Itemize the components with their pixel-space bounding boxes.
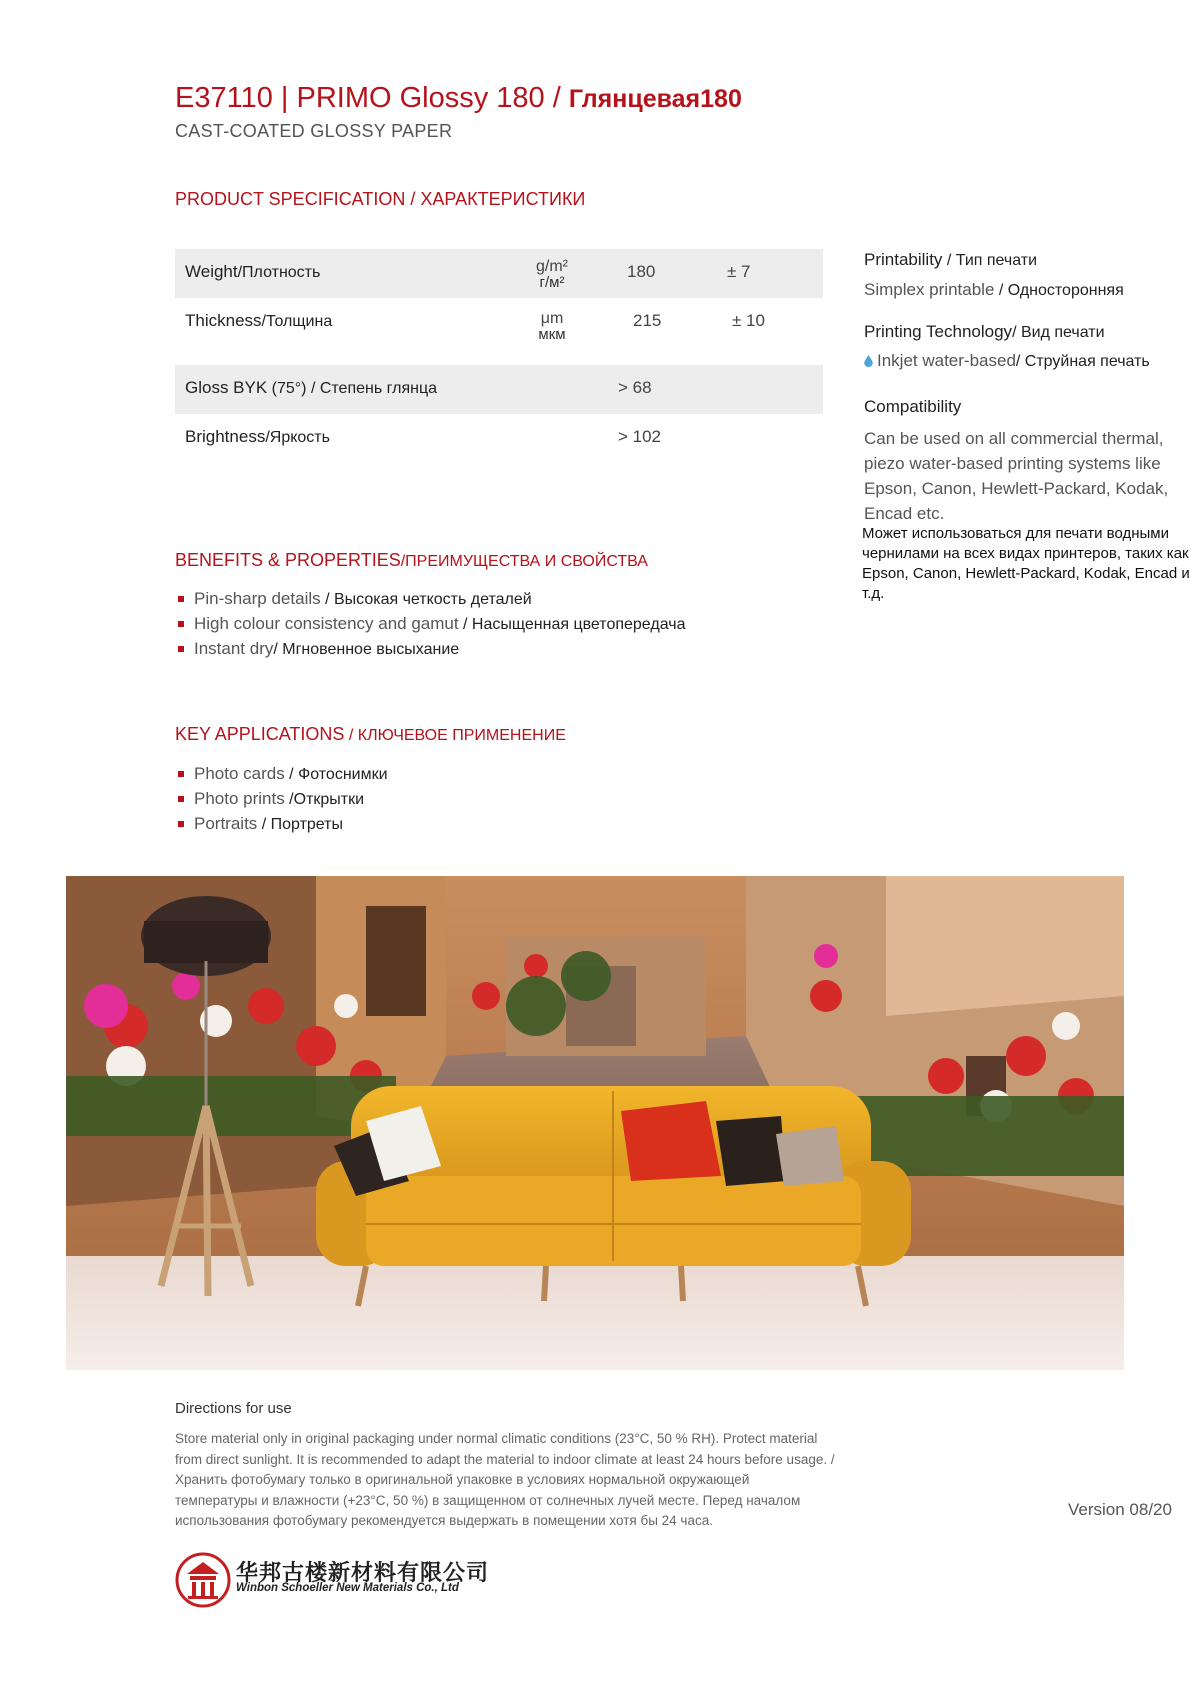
- spec-value: > 68: [618, 378, 652, 397]
- spec-row-gloss: [175, 365, 823, 414]
- spec-value: 180: [627, 262, 656, 281]
- list-item: Pin-sharp details / Высокая четкость деталей: [175, 587, 685, 612]
- benefits-heading: BENEFITS & PROPERTIES/ПРЕИМУЩЕСТВА И СВОЙСТВА: [175, 550, 648, 570]
- building-logo-icon: [175, 1552, 231, 1608]
- printability-heading: Printability / Тип печати: [864, 250, 1038, 269]
- page-subtitle: CAST-COATED GLOSSY PAPER: [175, 121, 453, 141]
- spec-row-thickness: [175, 298, 823, 365]
- spec-tolerance: ± 10: [732, 311, 765, 330]
- spec-label: Gloss BYK (75°) / Степень глянца: [185, 378, 437, 397]
- compat-text-en: Can be used on all commercial thermal, piezo water-based printing systems like Epson, Canon, Hewlett-Packard, Kodak, Encad etc.: [864, 429, 1169, 523]
- list-item: Portraits / Портреты: [175, 812, 388, 837]
- spec-label: Weight/Плотность: [185, 262, 321, 281]
- page-title: [175, 82, 742, 115]
- spec-heading: PRODUCT SPECIFICATION / ХАРАКТЕРИСТИКИ: [175, 189, 586, 209]
- company-name-en: Winbon Schoeller New Materials Co., Ltd: [236, 1582, 459, 1594]
- technology-heading: Printing Technology/ Вид печати: [864, 322, 1105, 341]
- directions-heading: Directions for use: [175, 1400, 292, 1417]
- compat-heading: Compatibility: [864, 397, 962, 416]
- technology-value: Inkjet water-based/ Струйная печать: [864, 351, 1184, 371]
- street-sofa-illustration: [66, 876, 1124, 1370]
- company-name-cn: 华邦古楼新材料有限公司: [236, 1560, 490, 1585]
- compat-text-ru: Может использоваться для печати водными чернилами на всех видах принтеров, таких как Epson, Canon, Hewlett-Packard, Kodak, Encad и т.д.: [862, 525, 1190, 602]
- version-label: Version 08/20: [1068, 1500, 1172, 1519]
- company-logo: [175, 1552, 231, 1608]
- title-ru: Глянцевая180: [568, 85, 742, 113]
- spec-value: 215: [633, 311, 662, 330]
- list-item: High colour consistency and gamut / Насыщенная цветопередача: [175, 612, 685, 637]
- spec-label: Thickness/Толщина: [185, 311, 333, 330]
- spec-table: [175, 249, 823, 463]
- list-item: Instant dry/ Мгновенное высыхание: [175, 637, 685, 662]
- spec-row-brightness: [175, 414, 823, 463]
- spec-label: Brightness/Яркость: [185, 427, 330, 446]
- product-photo: [66, 876, 1124, 1370]
- spec-unit: μm мкм: [538, 310, 566, 343]
- list-item: Photo prints /Открытки: [175, 787, 388, 812]
- directions-text: Store material only in original packaging under normal climatic conditions (23°C, 50 % RH). Protect material from direct sunlight. It is recommended to adapt the material to indoor climate at least 24 hours before usage. / Хранить фотобумагу только в оригинальной упаковке в условиях нормальной окружающей температуры и влажности (+23°C, 50 %) в защищенном от солнечных лучей месте. Перед началом использования фотобумагу рекомендуется выдержать в помещении хотя бы 24 часа.: [175, 1431, 835, 1528]
- title-en: E37110 | PRIMO Glossy 180 /: [175, 82, 569, 114]
- list-item: Photo cards / Фотоснимки: [175, 762, 388, 787]
- spec-tolerance: ± 7: [727, 262, 751, 281]
- spec-unit: g/m² г/м²: [536, 258, 568, 291]
- spec-row-weight: [175, 249, 823, 298]
- water-drop-icon: [864, 355, 873, 367]
- applications-list: [175, 762, 388, 837]
- spec-value: > 102: [618, 427, 662, 446]
- benefits-list: [175, 587, 685, 662]
- printability-value: Simplex printable / Односторонняя: [864, 280, 1124, 299]
- applications-heading: KEY APPLICATIONS / КЛЮЧЕВОЕ ПРИМЕНЕНИЕ: [175, 724, 566, 744]
